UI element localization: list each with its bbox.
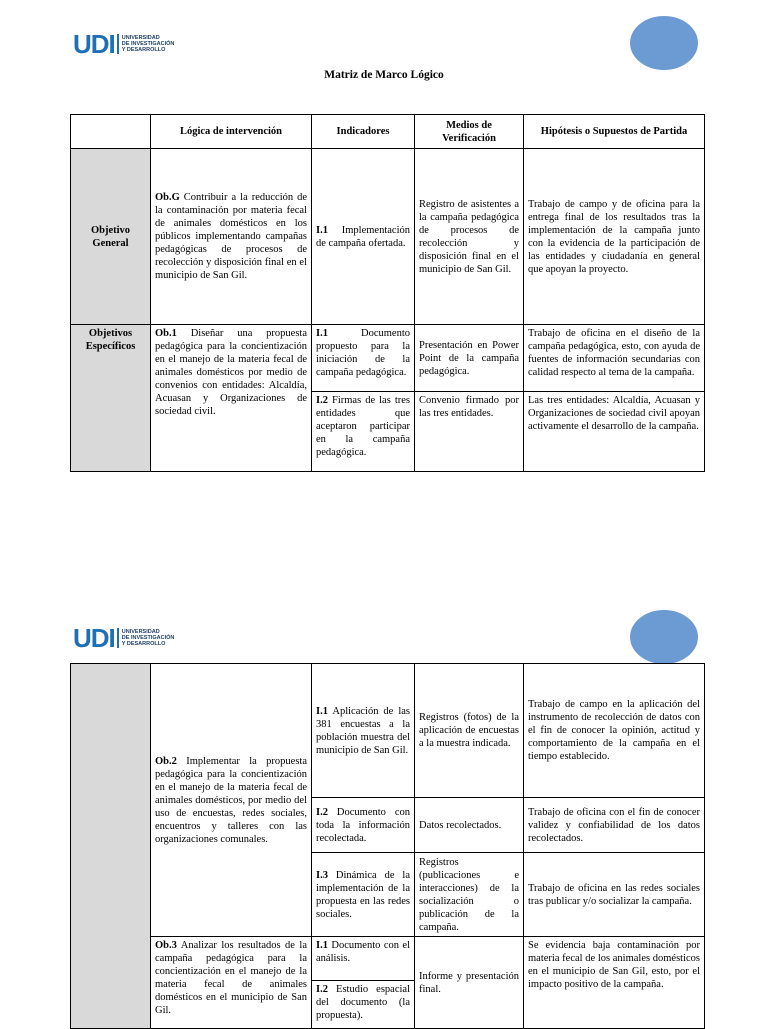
hipotesis-ob2-1: Trabajo de campo en la aplicación del instrumento de recolección de datos con el fin de conocer la opinión, actitud y comportamiento de la campaña en el tiempo establecido. (524, 664, 705, 798)
header-medios: Medios de Verificación (415, 115, 524, 149)
logical-framework-table-continued (70, 663, 705, 1029)
logo-divider-2 (117, 628, 119, 648)
logo-text-2: UNIVERSIDAD DE INVESTIGACIÓN Y DESARROLLO (121, 629, 175, 647)
objetivo-especifico-1: Ob.1 Diseñar una propuesta pedagógica para la concientización en el manejo de la materia fecal de animales domésticos por medio de convenios con entidades: Alcaldía, Acuasan y Organizaciones de sociedad civil. (151, 325, 312, 472)
logo-mark-2: UDI (73, 623, 115, 653)
indicador-general: I.1 Implementación de campaña ofertada. (312, 149, 415, 325)
logical-framework-table (70, 114, 705, 472)
hipotesis-general: Trabajo de campo y de oficina para la entrega final de los resultados tras la implementación de la campaña junto con la evidencia de la participación de las entidades y ciudadanía en general que apoyan la proyecto. (524, 149, 705, 325)
side-column-continued (71, 664, 151, 1029)
medios-ob3: Informe y presentación final. (415, 937, 524, 1029)
medios-general: Registro de asistentes a la campaña pedagógica de procesos de recolección y disposición final en el municipio de San Gil. (415, 149, 524, 325)
medios-esp-2: Convenio firmado por las tres entidades. (415, 392, 524, 472)
hipotesis-ob3: Se evidencia baja contaminación por materia fecal de los animales domésticos en el municipio de San Gil, esto, por el impacto positivo de la campaña. (524, 937, 705, 1029)
hipotesis-ob2-2: Trabajo de oficina con el fin de conocer validez y confiabilidad de los datos recolectados. (524, 798, 705, 853)
logo-text: UNIVERSIDAD DE INVESTIGACIÓN Y DESARROLLO (121, 35, 175, 53)
hipotesis-ob2-3: Trabajo de oficina en las redes sociales tras publicar y/o socializar la campaña. (524, 853, 705, 937)
page-title: Matriz de Marco Lógico (324, 69, 444, 81)
header-indicadores: Indicadores (312, 115, 415, 149)
indicador-ob3-2: I.2 Estudio espacial del documento (la propuesta). (312, 981, 415, 1029)
row-objetivo-general (71, 149, 705, 325)
header-empty (71, 115, 151, 149)
indicador-esp-1: I.1 Documento propuesto para la iniciación de la campaña pedagógica. (312, 325, 415, 392)
page-1 (0, 0, 768, 500)
hipotesis-esp-1: Trabajo de oficina en el diseño de la campaña pedagógica, esto, con ayuda de fuentes de información secundarias con calidad respecto al tema de la campaña. (524, 325, 705, 392)
table-header-row (71, 115, 705, 149)
row-ob3-1 (71, 937, 705, 981)
medios-esp-1: Presentación en Power Point de la campaña pedagógica. (415, 325, 524, 392)
label-objetivos-especificos: Objetivos Específicos (71, 325, 151, 472)
university-logo (73, 31, 174, 57)
objetivo-especifico-3: Ob.3 Analizar los resultados de la campaña pedagógica para la concientización en el manejo de la materia fecal de animales domésticos en el municipio de San Gil. (151, 937, 312, 1029)
logo-divider (117, 34, 119, 54)
row-ob2-1 (71, 664, 705, 798)
page-2 (0, 580, 768, 1024)
indicador-ob3-1: I.1 Documento con el análisis. (312, 937, 415, 981)
medios-ob2-3: Registros (publicaciones e interacciones) de la socialización o publicación de la campaña. (415, 853, 524, 937)
medios-ob2-2: Datos recolectados. (415, 798, 524, 853)
header-hipotesis: Hipótesis o Supuestos de Partida (524, 115, 705, 149)
objetivo-especifico-2: Ob.2 Implementar la propuesta pedagógica para la concientización en el manejo de la materia fecal de animales domésticos, por medio del uso de encuestas, redes sociales, encuentros y talleres con las organizaciones comunales. (151, 664, 312, 937)
decorative-circle (630, 16, 698, 70)
indicador-ob2-3: I.3 Dinámica de la implementación de la propuesta en las redes sociales. (312, 853, 415, 937)
indicador-esp-2: I.2 Firmas de las tres entidades que aceptaron participar en la campaña pedagógica. (312, 392, 415, 472)
indicador-ob2-1: I.1 Aplicación de las 381 encuestas a la población muestra del municipio de San Gil. (312, 664, 415, 798)
logo-mark: UDI (73, 29, 115, 59)
decorative-circle-2 (630, 610, 698, 664)
header-logica: Lógica de intervención (151, 115, 312, 149)
university-logo-2 (73, 625, 174, 651)
objetivo-general-text: Ob.G Contribuir a la reducción de la contaminación por materia fecal de animales domésticos en los públicos implementando campañas pedagógicas de procesos de recolección y disposición final en el municipio de San Gil. (151, 149, 312, 325)
indicador-ob2-2: I.2 Documento con toda la información recolectada. (312, 798, 415, 853)
label-objetivo-general: Objetivo General (71, 149, 151, 325)
medios-ob2-1: Registros (fotos) de la aplicación de encuestas a la muestra indicada. (415, 664, 524, 798)
row-especificos-1 (71, 325, 705, 392)
hipotesis-esp-2: Las tres entidades: Alcaldía, Acuasan y Organizaciones de sociedad civil apoyan activamente el desarrollo de la campaña. (524, 392, 705, 472)
